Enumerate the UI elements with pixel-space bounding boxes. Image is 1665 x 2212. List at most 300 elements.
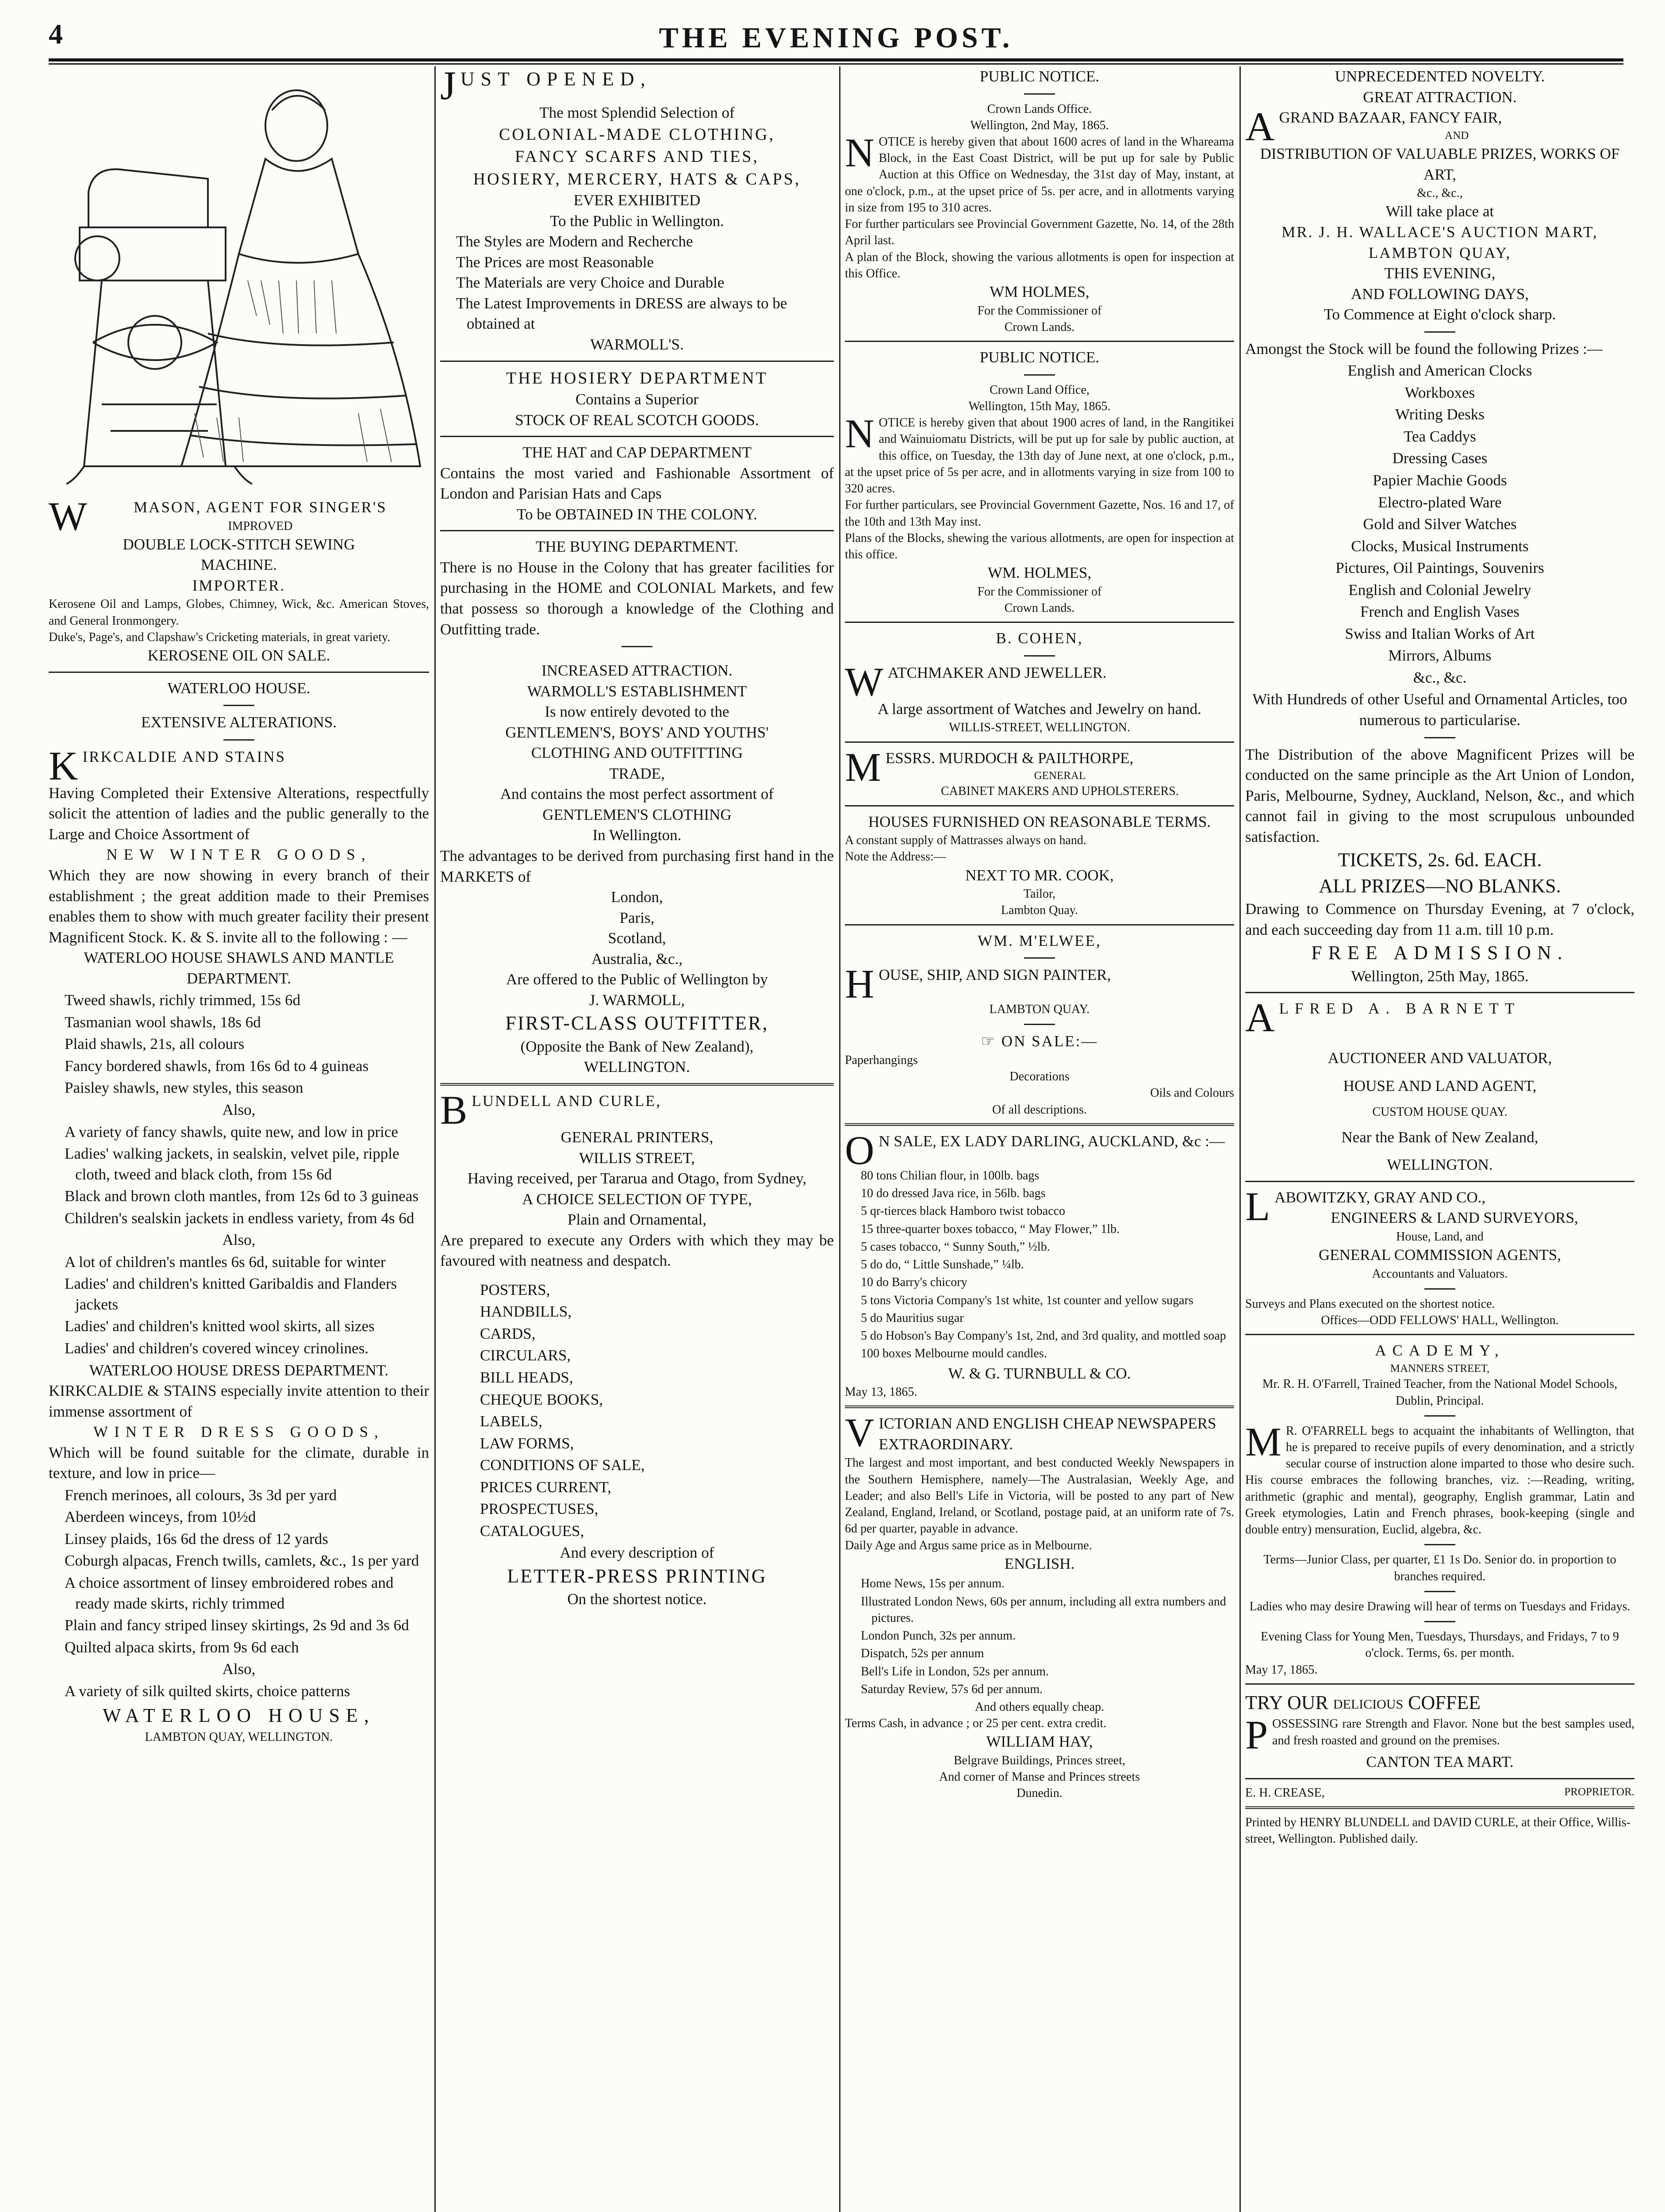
pointing-hand-icon: ☞	[981, 1033, 1001, 1050]
warmoll-gents: TRADE,	[609, 764, 665, 782]
divider	[845, 741, 1234, 743]
bazaar-hundreds: With Hundreds of other Useful and Ornamental Articles, too numerous to particularise.	[1252, 691, 1627, 729]
spacer	[1245, 1097, 1634, 1104]
list-item: Also,	[222, 1231, 256, 1249]
divider	[440, 436, 834, 437]
list-item: Quilted alpaca skirts, from 9s 6d each	[65, 1638, 299, 1656]
cohen-advert	[845, 628, 1234, 736]
blundell-advert	[440, 1087, 834, 1610]
list-item: CONDITIONS OF SALE,	[480, 1456, 645, 1474]
printer-imprint: Printed by HENRY BLUNDELL and DAVID CURLE, at their Office, Willis-street, Wellington. Published daily.	[1245, 1816, 1630, 1846]
spacer	[440, 653, 834, 661]
list-item: 5 cases tobacco, “ Sunny South,” ½lb.	[861, 1240, 1050, 1254]
divider	[1245, 1181, 1634, 1182]
barnett-name: LFRED A. BARNETT	[1279, 1000, 1521, 1018]
page-number: 4	[49, 18, 63, 50]
waterloo-dress-heading: WATERLOO HOUSE DRESS DEPARTMENT.	[89, 1361, 389, 1379]
list-item: CHEQUE BOOKS,	[480, 1390, 603, 1408]
list-item: Papier Machie Goods	[1373, 471, 1507, 489]
blundell-letterpress: LETTER-PRESS PRINTING	[507, 1565, 767, 1587]
waterloo-alterations: EXTENSIVE ALTERATIONS.	[141, 714, 337, 731]
coffee-delicious: DELICIOUS	[1333, 1697, 1404, 1712]
bazaar-advert	[1245, 66, 1634, 987]
warmoll-city: WELLINGTON.	[584, 1058, 690, 1076]
warmoll-line: HOSIERY, MERCERY, HATS & CAPS,	[473, 169, 801, 188]
bazaar-amongst: Amongst the Stock will be found the following Prizes :—	[1245, 340, 1603, 357]
warmoll-opposite: (Opposite the Bank of New Zealand),	[520, 1037, 754, 1055]
hay-english: ENGLISH.	[1004, 1555, 1075, 1572]
waterloo-intro: Having Completed their Extensive Alterations, respectfully solicit the attention of ladies and the public generally to the Large and Choice Assortment of	[49, 784, 429, 843]
cohen-trade: ATCHMAKER AND JEWELLER.	[887, 664, 1107, 681]
divider	[1245, 992, 1634, 993]
melwee-trade: OUSE, SHIP, AND SIGN PAINTER,	[879, 966, 1111, 984]
list-item: Saturday Review, 57s 6d per annum.	[861, 1682, 1043, 1696]
bazaar-and: AND	[1445, 129, 1469, 142]
mason-line: DOUBLE LOCK-STITCH SEWING	[123, 535, 355, 553]
academy-evening: Evening Class for Young Men, Tuesdays, Thursdays, and Fridays, 7 to 9 o'clock. Terms, 6s. per month.	[1261, 1630, 1619, 1660]
blundell-notice: On the shortest notice.	[567, 1590, 707, 1608]
drop-cap: M	[1245, 1419, 1281, 1464]
list-item: Ladies' walking jackets, in sealskin, velvet pile, ripple cloth, tweed and black cloth, from 15s 6d	[65, 1145, 399, 1183]
warmoll-public: To the Public in Wellington.	[550, 212, 724, 230]
bazaar-drawing: Drawing to Commence on Thursday Evening, at 7 o'clock, and each succeeding day from 11 a.m. till 10 p.m.	[1245, 900, 1634, 938]
notice-crown: Crown Lands.	[1004, 320, 1075, 334]
warmoll-hat-heading: THE HAT and CAP DEPARTMENT	[522, 444, 752, 461]
list-item: Coburgh alpacas, French twills, camlets, &c., 1s per yard	[65, 1552, 419, 1570]
list-item: CATALOGUES,	[480, 1522, 584, 1540]
murdoch-houses: HOUSES FURNISHED ON REASONABLE TERMS.	[868, 813, 1211, 830]
murdoch-next: NEXT TO MR. COOK,	[965, 866, 1114, 884]
labowitzky-accountants: Accountants and Valuators.	[1372, 1267, 1508, 1281]
notice-body: OTICE is hereby given that about 1900 acres of land, in the Rangitikei and Wainuiomatu Districts, will be put up for sale by public auction, at this office, on Tuesday, the 13th day of June next, at one o'clock, p.m., at the upset price of 5s per acre, and in allotments varying in size from 100 to 320 acres.	[845, 416, 1234, 496]
blundell-plain: Plain and Ornamental,	[568, 1211, 706, 1229]
bazaar-tickets: TICKETS, 2s. 6d. EACH.	[1338, 849, 1542, 871]
notice-office: Crown Land Office,	[990, 383, 1090, 397]
divider	[1245, 1683, 1634, 1685]
list-item: CIRCULARS,	[480, 1347, 571, 1364]
list-item: Clocks, Musical Instruments	[1351, 537, 1529, 555]
murdoch-name: ESSRS. MURDOCH & PAILTHORPE,	[885, 749, 1134, 767]
bazaar-heading: GRAND BAZAAR, FANCY FAIR,	[1279, 109, 1502, 127]
list-item: Swiss and Italian Works of Art	[1345, 625, 1535, 642]
list-item: HANDBILLS,	[480, 1303, 572, 1321]
drop-cap: V	[845, 1410, 875, 1455]
spacer	[1245, 1120, 1634, 1127]
waterloo-address: LAMBTON QUAY, WELLINGTON.	[145, 1730, 333, 1744]
bazaar-distribution-title: DISTRIBUTION OF VALUABLE PRIZES, WORKS OF ART,	[1260, 145, 1620, 183]
coffee-try: TRY OUR	[1245, 1691, 1328, 1713]
list-item: Fancy bordered shawls, from 16s 6d to 4 guineas	[65, 1057, 369, 1075]
spacer	[1245, 1069, 1634, 1076]
notice-sign: WM. HOLMES,	[987, 564, 1092, 582]
list-item: 5 tons Victoria Company's 1st white, 1st counter and yellow sugars	[861, 1293, 1193, 1307]
divider	[1245, 1334, 1634, 1335]
blundell-street: WILLIS STREET,	[579, 1149, 695, 1167]
hay-terms: Terms Cash, in advance ; or 25 per cent. extra credit.	[845, 1717, 1107, 1731]
bazaar-will: Will take place at	[1385, 203, 1494, 220]
notice-further: For further particulars see Provincial Government Gazette, No. 14, of the 28th April last.	[845, 217, 1234, 248]
barnett-city: WELLINGTON.	[1387, 1156, 1493, 1174]
warmoll-market: Scotland,	[608, 929, 666, 947]
notice-date: Wellington, 2nd May, 1865.	[970, 118, 1109, 132]
labowitzky-house: House, Land, and	[1396, 1229, 1484, 1244]
dash	[1424, 1415, 1455, 1417]
divider	[845, 1123, 1234, 1126]
turnbull-heading: N SALE, EX LADY DARLING, AUCKLAND, &c :—	[879, 1132, 1225, 1150]
list-item: English and American Clocks	[1347, 362, 1532, 380]
list-item: Tweed shawls, richly trimmed, 15s 6d	[65, 991, 301, 1009]
hay-address: And corner of Manse and Princes streets	[939, 1770, 1140, 1784]
notice-for: For the Commissioner of	[977, 584, 1102, 599]
list-item: French merinoes, all colours, 3s 3d per yard	[65, 1486, 337, 1504]
warmoll-point: The Materials are very Choice and Durable	[456, 274, 725, 292]
list-item: Paperhangings	[845, 1053, 918, 1067]
list-item: English and Colonial Jewelry	[1348, 581, 1531, 599]
labowitzky-offices: Offices—ODD FELLOWS' HALL, Wellington.	[1321, 1313, 1559, 1328]
drop-cap: O	[845, 1127, 875, 1173]
dash	[1024, 374, 1055, 376]
mason-line: IMPORTER.	[192, 576, 286, 594]
coffee-word: COFFEE	[1408, 1691, 1481, 1713]
academy-advert	[1245, 1340, 1634, 1678]
waterloo-shawls-list	[49, 990, 429, 1359]
waterloo-dress-intro: KIRKCALDIE & STAINS especially invite attention to their immense assortment of	[49, 1382, 429, 1420]
drop-cap: P	[1245, 1712, 1268, 1758]
drop-cap: N	[845, 130, 875, 176]
list-item: 100 boxes Melbourne mould candles.	[861, 1347, 1047, 1361]
warmoll-market: Australia, &c.,	[591, 950, 683, 968]
list-item: 10 do Barry's chicory	[861, 1275, 967, 1290]
mason-heading: MASON, AGENT FOR SINGER'S	[134, 499, 387, 516]
murdoch-general: GENERAL	[1034, 770, 1086, 782]
list-item: CARDS,	[480, 1325, 536, 1342]
waterloo-advert	[49, 678, 429, 1745]
list-item: 5 do Mauritius sugar	[861, 1311, 964, 1325]
list-item: Bell's Life in London, 52s per annum.	[861, 1664, 1049, 1678]
melwee-name: WM. M'ELWEE,	[978, 932, 1101, 949]
list-item: Pictures, Oil Paintings, Souvenirs	[1335, 559, 1544, 577]
bazaar-all-prizes: ALL PRIZES—NO BLANKS.	[1319, 875, 1561, 897]
list-item: Also,	[222, 1660, 256, 1678]
dash	[1424, 1288, 1455, 1290]
warmoll-advert	[440, 66, 834, 1078]
blundell-items	[440, 1280, 834, 1542]
waterloo-new-goods: NEW WINTER GOODS,	[106, 846, 372, 864]
bazaar-etc: &c., &c.,	[1417, 186, 1463, 200]
waterloo-firm: IRKCALDIE AND STAINS	[82, 748, 286, 765]
list-item: A variety of silk quilted skirts, choice patterns	[65, 1682, 350, 1700]
list-item: Plain and fancy striped linsey skirtings, 2s 9d and 3s 6d	[65, 1617, 409, 1634]
list-item: London Punch, 32s per annum.	[861, 1629, 1016, 1643]
warmoll-obtained: To be OBTAINED IN THE COLONY.	[517, 505, 757, 523]
hay-city: Dunedin.	[1017, 1786, 1063, 1801]
academy-teacher: Mr. R. H. O'Farrell, Trained Teacher, from the National Model Schools, Dublin, Principal.	[1262, 1377, 1618, 1408]
mason-line: IMPROVED	[228, 519, 293, 533]
warmoll-gents: GENTLEMEN'S, BOYS' AND YOUTHS'	[505, 723, 769, 741]
labowitzky-name: ABOWITZKY, GRAY AND CO.,	[1274, 1188, 1486, 1206]
coffee-advert	[1245, 1690, 1634, 1801]
bazaar-attraction: GREAT ATTRACTION.	[1363, 88, 1517, 106]
coffee-owner: E. H. CREASE,	[1245, 1786, 1325, 1800]
drop-cap: A	[1245, 995, 1275, 1041]
bazaar-distribution: The Distribution of the above Magnificent Prizes will be conducted on the same principle as the Art Union of London, Paris, Melbourne, Sydney, Auckland, Nelson, &c., and which cannot fail in giving to the most scrupulous unbounded satisfaction.	[1245, 745, 1634, 845]
list-item: 10 do dressed Java rice, in 56lb. bags	[861, 1187, 1046, 1201]
notice-plan: A plan of the Block, showing the various allotments is open for inspection at this Office.	[845, 250, 1234, 280]
academy-body: R. O'FARRELL begs to acquaint the inhabitants of Wellington, that he is prepared to receive pupils of every denomination, and a strictly secular course of instruction alone imparted to those who desire such. His course embraces the following branches, viz. :—Reading, writing, arithmetic (graphic and mental), geography, English grammar, Latin and Greek etymologies, Latin and French phrases, book-keeping (single and double entry) mensuration, Euclid, algebra, &c.	[1245, 1424, 1634, 1537]
list-item: 5 qr-tierces black Hamboro twist tobacco	[861, 1204, 1066, 1218]
warmoll-advantages: The advantages to be derived from purchasing first hand in the MARKETS of	[440, 847, 834, 885]
divider	[440, 1083, 834, 1086]
hay-body: The largest and most important, and best conducted Weekly Newspapers in the Southern Hemisphere, namely—The Australasian, Weekly Age, and Leader; and also Bell's Life in Victoria, will be posted to any part of New Zealand, England, Ireland, or Scotland, postage paid, at an uniform rate of 7s. 6d per quarter, payable in advance.	[845, 1456, 1234, 1536]
dash	[621, 646, 652, 647]
list-item: Aberdeen winceys, from 10½d	[65, 1508, 256, 1526]
blundell-choice: A CHOICE SELECTION OF TYPE,	[522, 1190, 752, 1208]
list-item: A lot of children's mantles 6s 6d, suitable for winter	[65, 1253, 386, 1271]
spacer	[1245, 1148, 1634, 1155]
list-item: 5 do do, “ Little Sunshade,” ¼lb.	[861, 1258, 1024, 1272]
murdoch-tailor: Tailor,	[1023, 887, 1056, 901]
warmoll-increased: INCREASED ATTRACTION.	[541, 662, 733, 680]
warmoll-point: The Styles are Modern and Recherche	[456, 233, 693, 250]
divider	[440, 530, 834, 531]
waterloo-shawls-heading: WATERLOO HOUSE SHAWLS AND MANTLE DEPARTMENT.	[84, 949, 394, 987]
hay-address: Belgrave Buildings, Princes street,	[953, 1754, 1126, 1767]
column-divider	[1239, 66, 1241, 2212]
divider	[845, 1406, 1234, 1408]
column-3	[845, 66, 1234, 2212]
list-item: Black and brown cloth mantles, from 12s 6d to 3 guineas	[65, 1187, 418, 1205]
list-item: Linsey plaids, 16s 6d the dress of 12 yards	[65, 1530, 328, 1548]
newspaper-title: THE EVENING POST.	[659, 22, 1013, 54]
labowitzky-advert	[1245, 1183, 1634, 1329]
dash	[1424, 331, 1455, 333]
warmoll-name: WARMOLL'S.	[590, 335, 684, 353]
list-item: Tea Caddys	[1404, 427, 1476, 445]
bazaar-commence: To Commence at Eight o'clock sharp.	[1324, 306, 1556, 323]
list-item: Also,	[222, 1101, 256, 1118]
warmoll-hosiery-heading: THE HOSIERY DEPARTMENT	[506, 369, 768, 388]
mason-footer: KEROSENE OIL ON SALE.	[147, 647, 330, 664]
list-item: PRICES CURRENT,	[480, 1478, 611, 1496]
divider	[440, 361, 834, 362]
warmoll-buying-heading: THE BUYING DEPARTMENT.	[536, 538, 738, 556]
list-item: Gold and Silver Watches	[1363, 515, 1517, 533]
cohen-name: B. COHEN,	[996, 630, 1083, 647]
barnett-title: AUCTIONEER AND VALUATOR,	[1327, 1049, 1552, 1067]
blundell-heading: LUNDELL AND CURLE,	[472, 1092, 662, 1110]
academy-street: MANNERS STREET,	[1390, 1363, 1490, 1375]
barnett-advert	[1245, 995, 1634, 1175]
academy-drawing: Ladies who may desire Drawing will hear of terms on Tuesdays and Fridays.	[1249, 1599, 1630, 1613]
mason-advert	[49, 494, 429, 666]
spacer	[440, 1271, 834, 1279]
coffee-proprietor: PROPRIETOR.	[1564, 1786, 1634, 1798]
melwee-on-sale: ON SALE:—	[1001, 1033, 1098, 1050]
blundell-every: And every description of	[560, 1544, 714, 1562]
drop-cap: W	[845, 659, 883, 704]
labowitzky-general: GENERAL COMMISSION AGENTS,	[1318, 1246, 1561, 1264]
list-item: Decorations	[1009, 1070, 1070, 1084]
dash	[1424, 1544, 1455, 1545]
divider	[845, 805, 1234, 806]
academy-terms: Terms—Junior Class, per quarter, £1 1s Do. Senior do. in proportion to branches required.	[1263, 1553, 1616, 1583]
blundell-received: Having received, per Tararua and Otago, from Sydney,	[467, 1170, 807, 1187]
warmoll-gents: CLOTHING AND OUTFITTING	[531, 744, 743, 762]
turnbull-date: May 13, 1865.	[845, 1385, 917, 1399]
drop-cap: K	[49, 743, 78, 788]
dash	[1024, 1024, 1055, 1025]
mason-line: MACHINE.	[200, 556, 277, 574]
waterloo-sign: WATERLOO HOUSE,	[103, 1705, 375, 1727]
list-item: Ladies' and children's covered wincey crinolines.	[65, 1339, 369, 1357]
bazaar-novelty: UNPRECEDENTED NOVELTY.	[1335, 68, 1545, 85]
cohen-address: WILLIS-STREET, WELLINGTON.	[949, 721, 1130, 735]
column-divider	[434, 66, 436, 2212]
coffee-body: OSSESSING rare Strength and Flavor. None but the best samples used, and fresh roasted and ground on the premises.	[1272, 1717, 1634, 1747]
bazaar-following: AND FOLLOWING DAYS,	[1350, 285, 1529, 303]
list-item: A choice assortment of linsey embroidered robes and ready made skirts, richly trimmed	[65, 1574, 394, 1612]
hay-heading: ICTORIAN AND ENGLISH CHEAP NEWSPAPERS EXTRAORDINARY.	[879, 1415, 1216, 1453]
barnett-agent: HOUSE AND LAND AGENT,	[1343, 1077, 1537, 1095]
list-item: Tasmanian wool shawls, 18s 6d	[65, 1013, 261, 1031]
warmoll-gents-cloth: GENTLEMEN'S CLOTHING	[542, 806, 732, 823]
list-item: BILL HEADS,	[480, 1368, 573, 1386]
academy-heading: ACADEMY,	[1375, 1342, 1505, 1359]
list-item: Children's sealskin jackets in endless variety, from 4s 6d	[65, 1209, 414, 1227]
bazaar-free-admission: FREE ADMISSION.	[1311, 942, 1569, 964]
dash	[1024, 93, 1055, 95]
warmoll-outfitter: FIRST-CLASS OUTFITTER,	[505, 1012, 769, 1034]
public-notice-1	[845, 66, 1234, 335]
waterloo-dress-intro2: Which will be found suitable for the climate, durable in texture, and low in price—	[49, 1444, 429, 1482]
dash	[223, 739, 254, 741]
murdoch-note: Note the Address:—	[845, 850, 946, 864]
column-2	[440, 66, 834, 2212]
barnett-custom: CUSTOM HOUSE QUAY.	[1372, 1105, 1508, 1119]
murdoch-quay: Lambton Quay.	[1001, 903, 1078, 918]
drop-cap: H	[845, 961, 875, 1007]
academy-date: May 17, 1865.	[1245, 1663, 1318, 1677]
list-item: LABELS,	[480, 1413, 542, 1430]
list-item: PROSPECTUSES,	[480, 1500, 598, 1518]
list-item: 15 three-quarter boxes tobacco, “ May Flower,” 1lb.	[861, 1222, 1120, 1236]
list-item: Dispatch, 52s per annum	[861, 1647, 984, 1661]
notice-office: Crown Lands Office.	[987, 102, 1092, 116]
bazaar-evening: THIS EVENING,	[1384, 265, 1496, 282]
divider	[1245, 1778, 1634, 1779]
coffee-mart: CANTON TEA MART.	[1366, 1753, 1514, 1771]
hay-sign: WILLIAM HAY,	[986, 1733, 1093, 1751]
list-item: Of all descriptions.	[992, 1102, 1087, 1117]
warmoll-market: Paris,	[619, 909, 655, 926]
list-item: French and English Vases	[1360, 603, 1519, 621]
dash	[1024, 655, 1055, 657]
mason-body: Duke's, Page's, and Clapshaw's Cricketing materials, in great variety.	[49, 630, 391, 644]
drop-cap: J	[440, 66, 456, 108]
list-item: POSTERS,	[480, 1281, 550, 1298]
column-divider	[839, 66, 840, 2212]
warmoll-line: EVER EXHIBITED	[573, 192, 701, 209]
divider	[845, 622, 1234, 623]
spacer	[1245, 1035, 1634, 1048]
warmoll-point: The Latest Improvements in DRESS are always to be obtained at	[456, 294, 787, 333]
masthead-rule	[49, 58, 1623, 65]
column-4	[1245, 66, 1634, 2212]
hay-others: And others equally cheap.	[974, 1700, 1105, 1714]
warmoll-heading: UST OPENED,	[460, 68, 652, 90]
labowitzky-surveys: Surveys and Plans executed on the shortest notice.	[1245, 1297, 1495, 1311]
warmoll-est: WARMOLL'S ESTABLISHMENT	[527, 682, 747, 700]
mason-body: Kerosene Oil and Lamps, Globes, Chimney, Wick, &c. American Stoves, and General Ironmongery.	[49, 597, 429, 628]
melwee-address: LAMBTON QUAY.	[989, 1002, 1090, 1017]
warmoll-offered: Are offered to the Public of Wellington by	[506, 971, 768, 988]
warmoll-in-wellington: In Wellington.	[592, 826, 682, 844]
bazaar-date: Wellington, 25th May, 1865.	[1351, 967, 1529, 985]
list-item: Workboxes	[1404, 384, 1475, 401]
warmoll-devoted: Is now entirely devoted to the	[545, 703, 729, 721]
notice-heading: PUBLIC NOTICE.	[979, 349, 1100, 366]
public-notice-2	[845, 347, 1234, 616]
waterloo-heading: WATERLOO HOUSE.	[167, 679, 311, 697]
list-item: Oils and Colours	[1150, 1086, 1234, 1100]
warmoll-proprietor: J. WARMOLL,	[589, 991, 685, 1009]
bazaar-mart: MR. J. H. WALLACE'S AUCTION MART, LAMBTON QUAY,	[1281, 223, 1598, 261]
hay-daily: Daily Age and Argus same price as in Melbourne.	[845, 1538, 1092, 1552]
divider	[845, 341, 1234, 342]
notice-heading: PUBLIC NOTICE.	[979, 68, 1100, 85]
list-item: Home News, 15s per annum.	[861, 1577, 1005, 1591]
list-item: 5 do Hobson's Bay Company's 1st, 2nd, and 3rd quality, and mottled soap	[861, 1329, 1226, 1343]
warmoll-hosiery-stock: STOCK OF REAL SCOTCH GOODS.	[515, 411, 759, 429]
list-item: Paisley shawls, new styles, this season	[65, 1079, 303, 1097]
drop-cap: M	[845, 744, 881, 790]
warmoll-line: COLONIAL-MADE CLOTHING,	[499, 125, 775, 144]
warmoll-contains: And contains the most perfect assortment of	[500, 785, 774, 803]
list-item: Writing Desks	[1395, 406, 1485, 423]
list-item: Mirrors, Albums	[1388, 647, 1492, 664]
warmoll-hat-body: Contains the most varied and Fashionable Assortment of London and Parisian Hats and Caps	[440, 464, 834, 503]
labowitzky-engineers: ENGINEERS & LAND SURVEYORS,	[1331, 1209, 1578, 1227]
turnbull-advert	[845, 1127, 1234, 1400]
murdoch-trade: CABINET MAKERS AND UPHOLSTERERS.	[941, 784, 1179, 799]
divider	[845, 924, 1234, 926]
murdoch-supply: A constant supply of Mattrasses always on hand.	[845, 833, 1086, 848]
blundell-prepared: Are prepared to execute any Orders with which they may be favoured with neatness and despatch.	[440, 1231, 834, 1270]
drop-cap: A	[1245, 104, 1275, 150]
notice-plans: Plans of the Blocks, shewing the various allotments, are open for inspection at this office.	[845, 531, 1234, 562]
waterloo-dress-list	[49, 1485, 429, 1701]
barnett-near: Near the Bank of New Zealand,	[1341, 1128, 1538, 1146]
hay-advert	[845, 1410, 1234, 1801]
list-item: Ladies' and children's knitted Garibaldis and Flanders jackets	[65, 1275, 397, 1313]
murdoch-advert	[845, 744, 1234, 919]
melwee-advert	[845, 931, 1234, 1118]
drop-cap: N	[845, 411, 875, 457]
warmoll-point: The Prices are most Reasonable	[456, 253, 654, 271]
list-item: Plaid shawls, 21s, all colours	[65, 1035, 245, 1053]
notice-for: For the Commissioner of	[977, 303, 1102, 318]
dash	[223, 705, 254, 706]
drop-cap: L	[1245, 1183, 1270, 1229]
notice-further: For further particulars, see Provincial Government Gazette, Nos. 16 and 17, of the 10th and 13th May inst.	[845, 498, 1234, 529]
notice-date: Wellington, 15th May, 1865.	[968, 399, 1111, 413]
waterloo-intro2: Which they are now showing in every branch of their establishment ; the great addition made to their Premises enables them to show with much greater facility their present Magnificent Stock. K. & S. invite all to the following : —	[49, 866, 429, 946]
list-item: Electro-plated Ware	[1378, 493, 1502, 511]
warmoll-intro: The most Splendid Selection of	[539, 104, 735, 121]
masthead	[49, 13, 1623, 62]
waterloo-dress-goods: WINTER DRESS GOODS,	[93, 1423, 384, 1441]
dash	[1024, 957, 1055, 959]
